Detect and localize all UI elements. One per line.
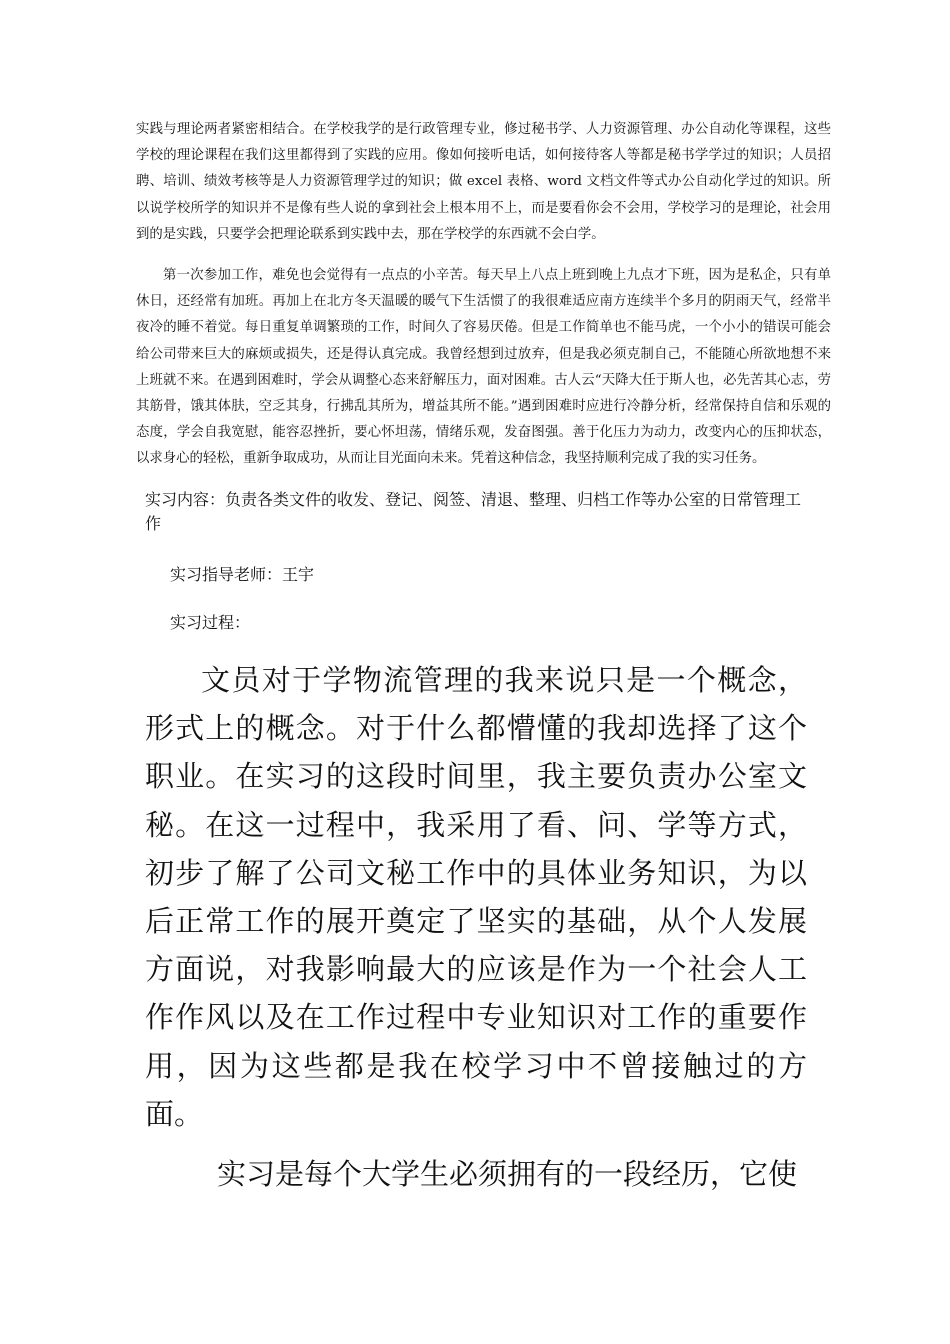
internship-process-label: 实习过程： (170, 613, 251, 632)
paragraph-theory-practice: 实践与理论两者紧密相结合。在学校我学的是行政管理专业，修过秘书学、人力资源管理、办公自动化等课程，这些学校的理论课程在我们这里都得到了实践的应用。像如何接听电话，如何接待客人等都是秘书学学过的知识；人员招聘、培训、绩效考核等是人力资源管理学过的知识；做 excel 表格、word 文档文件等式办公自动化学过的知识。所以说学校所学的知识并不是像有些人说的拿到社会上根本用不上，而是要看你会不会用，学校学习的是理论，社会用到的是实践，只要学会把理论联系到实践中去，那在学校学的东西就不会白学。 (136, 122, 831, 242)
paragraph-internship-intro: 实习是每个大学生必须拥有的一段经历，它使 (217, 1157, 798, 1191)
internship-content: 实习内容：负责各类文件的收发、登记、阅签、清退、整理、归档工作等办公室的日常管理工作 (145, 490, 802, 533)
internship-advisor: 实习指导老师：王宇 (170, 565, 315, 584)
paragraph-clerk-experience: 文员对于学物流管理的我来说只是一个概念，形式上的概念。对于什么都懵懂的我却选择了这个职业。在实习的这段时间里，我主要负责办公室文秘。在这一过程中，我采用了看、问、学等方式，初步了解了公司文秘工作中的具体业务知识，为以后正常工作的展开奠定了坚实的基础，从个人发展方面说，对我影响最大的应该是作为一个社会人工作作风以及在工作过程中专业知识对工作的重要作用，因为这些都是我在校学习中不曾接触过的方面。 (145, 663, 807, 1131)
paragraph-first-job: 第一次参加工作，难免也会觉得有一点点的小辛苦。每天早上八点上班到晚上九点才下班，因为是私企，只有单休日，还经常有加班。再加上在北方冬天温暖的暖气下生活惯了的我很难适应南方连续半个多月的阴雨天气，经常半夜冷的睡不着觉。每日重复单调繁琐的工作，时间久了容易厌倦。但是工作简单也不能马虎，一个小小的错误可能会给公司带来巨大的麻烦或损失，还是得认真完成。我曾经想到过放弃，但是我必须克制自己，不能随心所欲地想不来上班就不来。在遇到困难时，学会从调整心态来舒解压力，面对困难。古人云“天降大任于斯人也，必先苦其心志，劳其筋骨，饿其体肤，空乏其身，行拂乱其所为，增益其所不能。”遇到困难时应进行冷静分析，经常保持自信和乐观的态度，学会自我宽慰，能容忍挫折，要心怀坦荡，情绪乐观，发奋图强。善于化压力为动力，改变内心的压抑状态，以求身心的轻松，重新争取成功，从而让目光面向未来。凭着这种信念，我坚持顺利完成了我的实习任务。 (136, 268, 831, 467)
